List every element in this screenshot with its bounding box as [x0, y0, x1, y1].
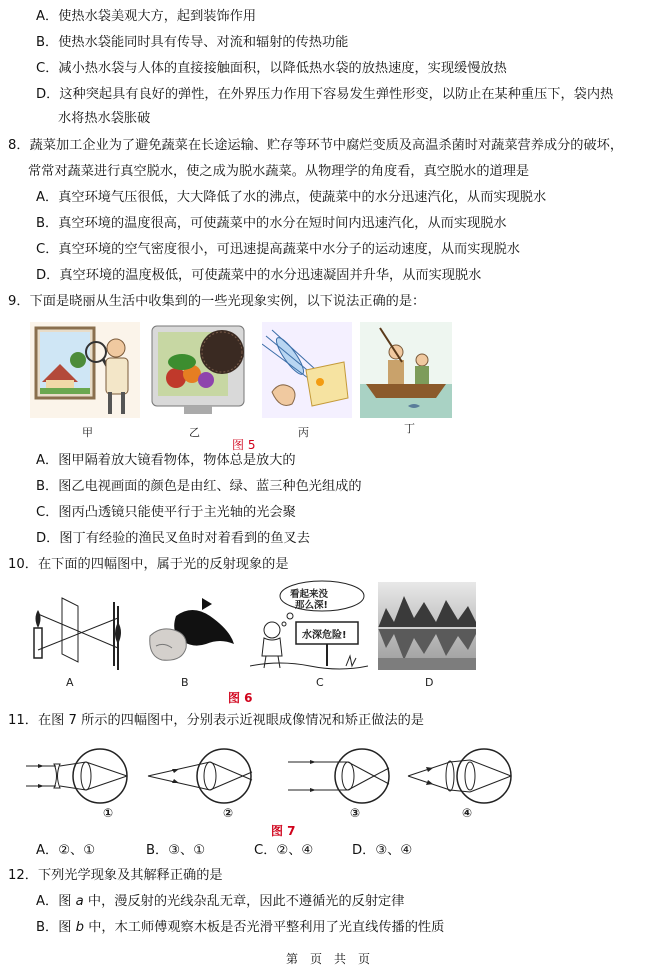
q12-option-a-prefix: A．图	[36, 894, 76, 909]
q9-option-a: A．图甲隔着放大镜看物体，物体总是放大的	[36, 453, 296, 468]
cartoon-bubble-line1: 看起来没	[290, 589, 329, 600]
q8-option-c: C．真空环境的空气密度很小，可迅速提高蔬菜中水分子的运动速度，从而实现脱水	[36, 242, 520, 257]
q12-option-a-var: a	[75, 894, 84, 909]
q7-option-d-continued: 水将热水袋胀破	[58, 111, 151, 126]
figure-6d-mountain-reflection-image	[378, 582, 476, 670]
caption-7-4: ④	[462, 806, 473, 820]
caption-ding: 丁	[404, 422, 415, 435]
q9-option-b: B．图乙电视画面的颜色是由红、绿、蓝三种色光组成的	[36, 479, 362, 494]
figure-ding-fishing-image	[360, 322, 452, 418]
q12-stem: 12．下列光学现象及其解释正确的是	[8, 868, 223, 883]
figure-5-label: 图 5	[232, 438, 256, 452]
q12-option-b	[36, 919, 444, 937]
q12-option-b-prefix: B．图	[36, 920, 76, 935]
caption-6c: C	[316, 676, 324, 689]
caption-7-3: ③	[350, 806, 361, 820]
figure-jia-magnifier-image	[30, 322, 140, 418]
q10-stem: 10．在下面的四幅图中，属于光的反射现象的是	[8, 557, 289, 572]
q8-stem-line2: 常常对蔬菜进行真空脱水，使之成为脱水蔬菜。从物理学的角度看，真空脱水的道理是	[28, 164, 530, 179]
caption-6b: B	[181, 676, 189, 689]
q7-option-b: B．使热水袋能同时具有传导、对流和辐射的传热功能	[36, 35, 349, 50]
caption-6a: A	[66, 676, 74, 689]
q9-option-d: D．图丁有经验的渔民叉鱼时对着看到的鱼叉去	[36, 531, 310, 546]
q11-stem: 11．在图 7 所示的四幅图中，分别表示近视眼成像情况和矫正做法的是	[8, 713, 424, 728]
figure-yi-tv-image	[148, 322, 248, 416]
q7-option-d: D．这种突起具有良好的弹性，在外界压力作用下容易发生弹性形变，以防止在某种重压下，袋内热	[36, 87, 614, 102]
q9-option-c: C．图丙凸透镜只能使平行于主光轴的光会聚	[36, 505, 296, 520]
q7-option-a: A．使热水袋美观大方，起到装饰作用	[36, 9, 257, 24]
q9-stem: 9．下面是晓丽从生活中收集到的一些光现象实例，以下说法正确的是：	[8, 294, 426, 309]
figure-7-eye-2-image	[146, 744, 258, 810]
q8-option-d: D．真空环境的温度极低，可使蔬菜中的水分迅速凝固并升华，从而实现脱水	[36, 268, 482, 283]
caption-7-1: ①	[103, 806, 114, 820]
q12-option-a-text: 中，漫反射的光线杂乱无章，因此不遵循光的反射定律	[83, 894, 405, 909]
q12-option-b-var: b	[75, 920, 84, 935]
caption-bing: 丙	[298, 426, 309, 439]
q11-option-c: C．②、④	[254, 843, 314, 858]
figure-7-label: 图 7	[271, 824, 296, 838]
cartoon-sign-text: 水深危险!	[302, 630, 347, 641]
caption-6d: D	[425, 676, 434, 689]
q11-option-d: D．③、④	[352, 843, 413, 858]
q11-option-a: A．②、①	[36, 843, 96, 858]
figure-6b-hand-shadow-image	[146, 588, 242, 670]
q7-option-c: C．减小热水袋与人体的直接接触面积，以降低热水袋的放热速度，实现缓慢放热	[36, 61, 507, 76]
q12-option-a	[36, 893, 404, 911]
q8-option-a: A．真空环境气压很低，大大降低了水的沸点，使蔬菜中的水分迅速汽化，从而实现脱水	[36, 190, 547, 205]
figure-7-eye-3-image	[286, 744, 396, 810]
figure-6a-pinhole-image	[26, 592, 142, 670]
q8-option-b: B．真空环境的温度很高，可使蔬菜中的水分在短时间内迅速汽化，从而实现脱水	[36, 216, 507, 231]
q12-option-b-text: 中，木工师傅观察木板是否光滑平整利用了光直线传播的性质	[84, 920, 445, 935]
q11-option-b: B．③、①	[146, 843, 206, 858]
q8-stem-line1: 8．蔬菜加工企业为了避免蔬菜在长途运输、贮存等环节中腐烂变质及高温杀菌时对蔬菜营养成分的破坏，	[8, 138, 624, 153]
figure-7-eye-4-image	[406, 744, 518, 810]
page-footer: 第 页 共 页	[286, 952, 371, 966]
figure-6-label: 图 6	[228, 691, 253, 705]
figure-bing-lens-image	[262, 322, 352, 418]
caption-yi: 乙	[189, 426, 200, 439]
caption-7-2: ②	[223, 806, 234, 820]
figure-7-eye-1-image	[24, 744, 134, 810]
cartoon-bubble-line2: 那么深!	[295, 600, 328, 611]
caption-jia: 甲	[82, 426, 93, 439]
